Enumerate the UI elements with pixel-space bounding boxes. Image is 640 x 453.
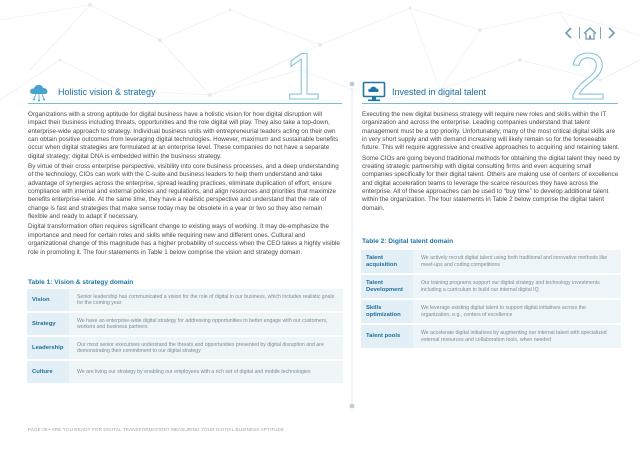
paragraph: Organizations with a strong aptitude for digital business have a holistic vision for how digital disruption will impact their business including threats, opportunities and the role digital will play. They also take a top-down, enterprise-wide approach to strategy. Individual business units with entrepreneurial leaders acting on their own can obtain positive outcomes from leveraging digital technologies. However, maximum and sustainable benefits occur when digital strategies are formulated at an enterprise level. These companies do not have a separate digital strategy; digital DNA is embedded within the business strategy. — [28, 111, 339, 160]
row-key: Leadership — [27, 337, 69, 359]
row-value: Senior leadership has communicated a vision for the role of digital in our business, which includes realistic goals for the coming year — [69, 289, 343, 311]
section-title: Invested in digital talent — [392, 87, 487, 97]
home-icon[interactable] — [583, 26, 597, 40]
monitor-cloud-icon — [362, 81, 386, 103]
row-value: Our most senior executives understand the threats and opportunities presented by digital disruption and are demonstrating their commitment to our digital strategy — [69, 337, 343, 359]
section-header — [28, 80, 156, 104]
row-key: Strategy — [27, 313, 69, 335]
cloud-network-icon — [28, 82, 52, 102]
row-key: Vision — [27, 289, 69, 311]
paragraph: By virtue of their cross enterprise perspective, visibility into core business processes, and a deep understanding of the technology, CIOs can work with the C-suite and business leaders to help them understand and take advantage of synergies across the enterprise, spread leading practices, eliminate duplication of effort, ensure compliance with internal and external policies and regulations, and align resources and priorities that maximize benefits enterprise-wide. At the same time, they have a realistic perspective and understand that the rate of change is fast and strategies that make sense today may be obsolete in a year or two so they also remain flexible and ready to adapt if necessary. — [28, 163, 339, 221]
table-digital-talent — [361, 248, 621, 350]
table-row — [27, 289, 343, 311]
svg-text:1: 1 — [284, 46, 322, 102]
section-number-2 — [562, 46, 614, 102]
section-title: Holistic vision & strategy — [58, 87, 156, 97]
section-body — [28, 111, 342, 259]
paragraph: Digital transformation often requires significant change to existing ways of working. It may de-emphasize the importance and need for certain roles and skills while requiring new and different ones. Cultural and organizational change of this magnitude has a higher probability of success when the CEO takes a highly visible role in promoting it. The four statements in Table 1 below comprise the vision and strategy domain. — [28, 223, 340, 256]
table-row — [27, 361, 343, 383]
table-row — [361, 325, 621, 348]
table-row — [27, 313, 343, 335]
row-value: We are living our strategy by enabling our employees with a rich set of digital and mobile technologies — [69, 361, 343, 383]
column-divider — [347, 80, 357, 410]
page-navigation — [562, 26, 618, 40]
table-vision-strategy — [27, 287, 343, 385]
section-number-1 — [283, 46, 323, 102]
row-value: We accelerate digital initiatives by augmenting our internal talent with specialized external resources and collaboration tools, when needed — [413, 325, 621, 348]
row-value: Our training programs support our digital strategy and technology investments including a curriculum to build our internal digital IQ — [413, 275, 621, 298]
section-rule — [28, 103, 342, 104]
arrow-right-icon[interactable] — [604, 26, 618, 40]
section-header — [362, 80, 486, 104]
section-rule — [362, 103, 618, 104]
page-footer: PAGE 08 • ARE YOU READY FOR DIGITAL TRANSFORMATION? MEASURING YOUR DIGITAL BUSINESS APTITUDE — [28, 427, 285, 432]
nav-separator — [579, 27, 580, 39]
section-body — [362, 111, 620, 215]
paragraph: Executing the new digital business strategy will require new roles and skills within the IT organization and across the enterprise. Leading companies understand that talent management must be a top priority. Unfortunately, many of the most critical digital skills are in very short supply and with demand increasing will likely remain so for the foreseeable future. This will require aggressive and creative approaches to acquiring and retaining talent. — [362, 111, 620, 152]
nav-separator — [600, 27, 601, 39]
row-value: We have an enterprise-wide digital strategy for addressing opportunities to better engage with our customers, workers and business partners — [69, 313, 343, 335]
table-1-title: Table 1: Vision & strategy domain — [28, 279, 134, 286]
row-key: Talent pools — [361, 325, 413, 348]
table-row — [361, 300, 621, 323]
row-key: Talent acquisition — [361, 250, 413, 273]
row-key: Culture — [27, 361, 69, 383]
row-value: We actively recruit digital talent using both traditional and innovative methods like meet-ups and coding competitions — [413, 250, 621, 273]
table-row — [361, 250, 621, 273]
table-row — [361, 275, 621, 298]
row-key: Talent Development — [361, 275, 413, 298]
row-value: We leverage existing digital talent to support digital initiatives across the organization, e.g., centers of excellence — [413, 300, 621, 323]
table-row — [27, 337, 343, 359]
svg-text:2: 2 — [569, 46, 607, 102]
paragraph: Some CIOs are going beyond traditional methods for obtaining the digital talent they need by creating strategic partnership with digital consulting firms and even acquiring small companies specifically for their digital talent. Others are making use of centers of excellence and digital acceleration teams to leverage the scarce resources they have across the enterprise. All of these approaches can be used to “buy time” to develop additional talent within the organization. The four statements in Table 2 below comprise the digital talent domain. — [362, 154, 620, 212]
arrow-left-icon[interactable] — [562, 26, 576, 40]
table-2-title: Table 2: Digital talent domain — [362, 238, 454, 245]
row-key: Skills optimization — [361, 300, 413, 323]
